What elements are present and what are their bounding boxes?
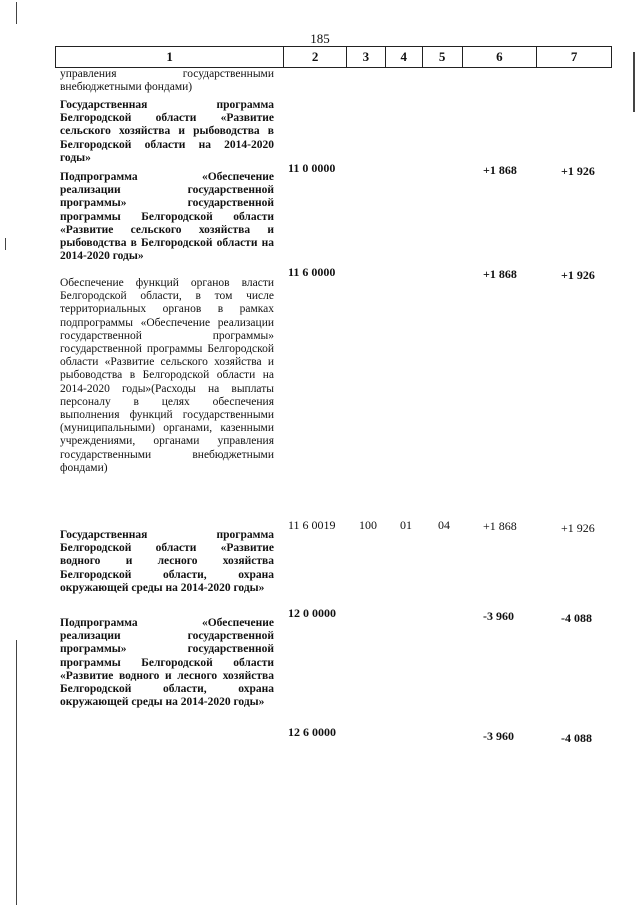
row-code: 11 6 0000 xyxy=(288,265,336,279)
row-section: 01 xyxy=(400,518,412,532)
column-header-2: 2 xyxy=(284,47,347,67)
row-value-col7: -4 088 xyxy=(561,611,592,625)
row-code: 12 0 0000 xyxy=(288,606,336,620)
page-number: 185 xyxy=(310,31,330,46)
column-header-6: 6 xyxy=(463,47,538,67)
row-description: Обеспечение функций органов власти Белгородской области, в том числе территориальных органов в рамках подпрограммы «Обеспечение реализации государственной программы» государственной программы Белгородской области «Развитие сельского хозяйства и рыбоводства в Белгородской области на 2014-2020 годы»(Расходы на выплаты персоналу в целях обеспечения выполнения функций государственными (муниципальными) органами, казенными учреждениями, органами управления государственными внебюджетными фондами) xyxy=(60,277,274,474)
row-description: управления государственными внебюджетными фондами) xyxy=(60,68,274,94)
row-code: 11 6 0019 xyxy=(288,518,336,532)
scan-mark xyxy=(16,2,17,24)
row-description: Государственная программа Белгородской области «Развитие водного и лесного хозяйства Белгородской области, охрана окружающей среды на 2014-2020 годы» xyxy=(60,529,274,594)
row-description: Подпрограмма «Обеспечение реализации государственной программы» государственной программы Белгородской области «Развитие водного и лесного хозяйства Белгородской области, охрана окружающей среды на 2014-2020 годы» xyxy=(60,617,274,709)
row-code: 12 6 0000 xyxy=(288,725,336,739)
row-description: Подпрограмма «Обеспечение реализации государственной программы» государственной программы Белгородской области «Развитие сельского хозяйства и рыбоводства в Белгородской области на 2014-2020 годы» xyxy=(60,171,274,263)
column-header-7: 7 xyxy=(570,49,578,64)
row-value-col6: +1 868 xyxy=(483,519,517,533)
scan-mark xyxy=(5,238,6,250)
row-code: 11 0 0000 xyxy=(288,161,336,175)
scan-mark xyxy=(633,52,635,112)
row-value-col6: -3 960 xyxy=(483,609,514,623)
row-value-col7: +1 926 xyxy=(561,164,595,178)
row-description: Государственная программа Белгородской области «Развитие сельского хозяйства и рыбоводства в Белгородской области на 2014-2020 годы» xyxy=(60,99,274,164)
row-value-col7: +1 926 xyxy=(561,521,595,535)
column-header-1: 1 xyxy=(56,47,284,67)
row-value-col7: -4 088 xyxy=(561,731,592,745)
row-value-col6: +1 868 xyxy=(483,267,517,281)
table-header xyxy=(55,46,612,68)
row-subsection: 04 xyxy=(438,518,450,532)
column-header-5: 5 xyxy=(423,47,463,67)
column-header-3: 3 xyxy=(347,47,386,67)
row-expense-type: 100 xyxy=(359,518,377,532)
row-value-col7: +1 926 xyxy=(561,268,595,282)
scan-mark xyxy=(16,640,17,905)
row-value-col6: -3 960 xyxy=(483,729,514,743)
column-header-4: 4 xyxy=(386,47,423,67)
row-value-col6: +1 868 xyxy=(483,163,517,177)
